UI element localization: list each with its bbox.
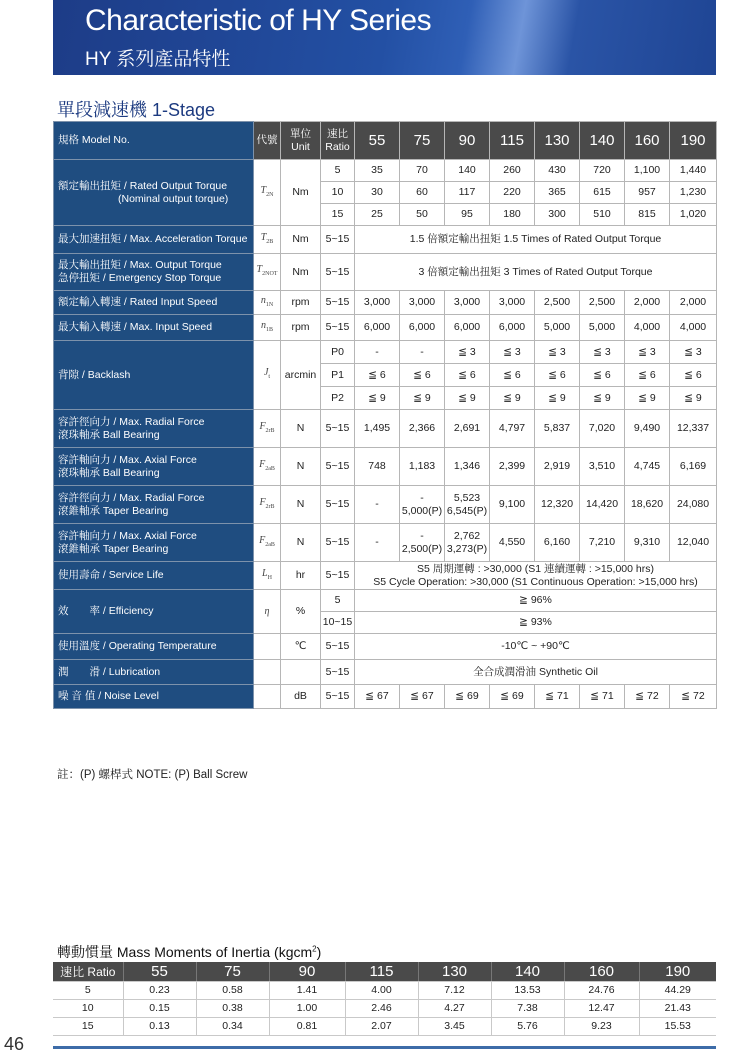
symbol-cell <box>254 634 281 660</box>
value-cell: 3,000 <box>490 291 535 315</box>
value-cell: 2,691 <box>445 410 490 448</box>
value-cell: 0.81 <box>269 1017 345 1035</box>
value-cell: 18,620 <box>625 486 670 524</box>
value-cell: 430 <box>535 160 580 182</box>
row-label: 使用溫度 / Operating Temperature <box>54 634 254 660</box>
value-cell: 117 <box>445 182 490 204</box>
value-cell: 140 <box>445 160 490 182</box>
ratio-cell: P0 <box>321 341 355 364</box>
value-cell: 7,210 <box>580 524 625 562</box>
value-cell: 3,510 <box>580 448 625 486</box>
row-label: 額定輸入轉速 / Rated Input Speed <box>54 291 254 315</box>
value-cell: 13.53 <box>491 981 564 999</box>
ratio-cell: 5 <box>321 160 355 182</box>
value-cell: ≧ 93% <box>355 612 717 634</box>
value-cell: 5.76 <box>491 1017 564 1035</box>
value-cell: 7.38 <box>491 999 564 1017</box>
value-cell: 4,745 <box>625 448 670 486</box>
value-cell: 4,000 <box>670 315 717 341</box>
unit-cell: rpm <box>281 315 321 341</box>
header-size: 140 <box>580 122 625 160</box>
header-size: 130 <box>535 122 580 160</box>
symbol-cell: $F_{2aB}$ <box>254 448 281 486</box>
header-size: 90 <box>269 962 345 981</box>
inertia-table <box>53 962 716 1036</box>
unit-cell: N <box>281 448 321 486</box>
value-cell: 2,000 <box>625 291 670 315</box>
value-cell: 6,000 <box>355 315 400 341</box>
unit-cell: arcmin <box>281 341 321 410</box>
value-cell: 14,420 <box>580 486 625 524</box>
ratio-cell: 5~15 <box>321 562 355 590</box>
header-size: 190 <box>639 962 716 981</box>
ratio-cell: P2 <box>321 387 355 410</box>
value-cell: 5,523 6,545(P) <box>445 486 490 524</box>
value-cell: 21.43 <box>639 999 716 1017</box>
value-cell: ≦ 6 <box>670 364 717 387</box>
header-ratio: 速比 Ratio <box>53 962 123 981</box>
value-cell: 9,490 <box>625 410 670 448</box>
value-cell: 260 <box>490 160 535 182</box>
value-cell: 24.76 <box>564 981 639 999</box>
symbol-cell: $F_{2rB}$ <box>254 486 281 524</box>
ratio-cell: 5~15 <box>321 226 355 254</box>
ratio-cell: 5~15 <box>321 486 355 524</box>
value-cell: ≦ 67 <box>400 685 445 709</box>
value-cell: 24,080 <box>670 486 717 524</box>
value-cell: 4,550 <box>490 524 535 562</box>
inertia-title: 轉動慣量 Mass Moments of Inertia (kgcm$^2$) <box>57 944 322 960</box>
value-cell: 25 <box>355 204 400 226</box>
row-label: 容許徑向力 / Max. Radial Force 滾珠軸承 Ball Bearing <box>54 410 254 448</box>
value-cell: 720 <box>580 160 625 182</box>
value-cell: 6,000 <box>490 315 535 341</box>
header-model: 規格 Model No. <box>54 122 254 160</box>
value-cell: 3.45 <box>418 1017 491 1035</box>
value-cell: 2,399 <box>490 448 535 486</box>
value-cell: 4,000 <box>625 315 670 341</box>
value-cell: 7,020 <box>580 410 625 448</box>
unit-cell: N <box>281 486 321 524</box>
value-cell: ≦ 9 <box>445 387 490 410</box>
value-cell: 1.5 倍額定輸出扭矩 1.5 Times of Rated Output Torque <box>355 226 717 254</box>
footnote: 註：(P) 螺桿式 NOTE: (P) Ball Screw <box>57 769 248 781</box>
value-cell: 0.34 <box>196 1017 269 1035</box>
symbol-cell: $T_{2NOT}$ <box>254 254 281 291</box>
value-cell: 1.00 <box>269 999 345 1017</box>
symbol-cell: $F_{2aB}$ <box>254 524 281 562</box>
value-cell: ≦ 9 <box>625 387 670 410</box>
symbol-cell: $T_{2B}$ <box>254 226 281 254</box>
value-cell: 1,020 <box>670 204 717 226</box>
symbol-cell <box>254 660 281 685</box>
value-cell: ≦ 3 <box>490 341 535 364</box>
row-label: 額定輸出扭矩 / Rated Output Torque (Nominal output torque) <box>54 160 254 226</box>
value-cell: ≦ 6 <box>400 364 445 387</box>
row-label: 容許軸向力 / Max. Axial Force 滾珠軸承 Ball Bearing <box>54 448 254 486</box>
unit-cell: Nm <box>281 254 321 291</box>
value-cell: ≦ 71 <box>580 685 625 709</box>
symbol-cell: $L_H$ <box>254 562 281 590</box>
value-cell: ≦ 3 <box>535 341 580 364</box>
unit-cell: % <box>281 590 321 634</box>
value-cell: 1,100 <box>625 160 670 182</box>
header-unit: 單位 Unit <box>281 122 321 160</box>
value-cell: - <box>355 341 400 364</box>
value-cell: 5,837 <box>535 410 580 448</box>
symbol-cell: $n_{1B}$ <box>254 315 281 341</box>
value-cell: 全合成潤滑油 Synthetic Oil <box>355 660 717 685</box>
value-cell: ≦ 3 <box>445 341 490 364</box>
unit-cell: rpm <box>281 291 321 315</box>
row-label: 最大輸出扭矩 / Max. Output Torque 急停扭矩 / Emergency Stop Torque <box>54 254 254 291</box>
value-cell: 180 <box>490 204 535 226</box>
value-cell: 15.53 <box>639 1017 716 1035</box>
ratio-cell: P1 <box>321 364 355 387</box>
header-banner <box>53 0 716 75</box>
value-cell: 365 <box>535 182 580 204</box>
value-cell: ≦ 67 <box>355 685 400 709</box>
value-cell: 9.23 <box>564 1017 639 1035</box>
value-cell: ≦ 6 <box>535 364 580 387</box>
unit-cell: N <box>281 410 321 448</box>
value-cell: ≦ 6 <box>445 364 490 387</box>
header-size: 190 <box>670 122 717 160</box>
row-label: 背隙 / Backlash <box>54 341 254 410</box>
header-ratio: 速比 Ratio <box>321 122 355 160</box>
value-cell: 615 <box>580 182 625 204</box>
value-cell: 9,100 <box>490 486 535 524</box>
value-cell: 12,320 <box>535 486 580 524</box>
value-cell: 9,310 <box>625 524 670 562</box>
unit-cell: Nm <box>281 160 321 226</box>
value-cell: 50 <box>400 204 445 226</box>
unit-cell: ℃ <box>281 634 321 660</box>
row-label: 容許徑向力 / Max. Radial Force 滾錐軸承 Taper Bearing <box>54 486 254 524</box>
value-cell: 2,762 3,273(P) <box>445 524 490 562</box>
symbol-cell: $J_t$ <box>254 341 281 410</box>
ratio-cell: 10~15 <box>321 612 355 634</box>
value-cell: ≦ 9 <box>400 387 445 410</box>
ratio-cell: 5~15 <box>321 685 355 709</box>
section-title: 單段減速機 1-Stage <box>57 96 215 124</box>
symbol-cell: $F_{2rB}$ <box>254 410 281 448</box>
spec-table <box>53 121 717 709</box>
ratio-cell: 5 <box>53 981 123 999</box>
value-cell: 300 <box>535 204 580 226</box>
value-cell: ≦ 9 <box>535 387 580 410</box>
ratio-cell: 15 <box>53 1017 123 1035</box>
value-cell: 5,000 <box>535 315 580 341</box>
value-cell: ≦ 9 <box>490 387 535 410</box>
row-label: 最大加速扭矩 / Max. Acceleration Torque <box>54 226 254 254</box>
value-cell: 70 <box>400 160 445 182</box>
ratio-cell: 5~15 <box>321 410 355 448</box>
value-cell: 220 <box>490 182 535 204</box>
value-cell: 12,337 <box>670 410 717 448</box>
value-cell: 3,000 <box>400 291 445 315</box>
value-cell: 0.15 <box>123 999 196 1017</box>
value-cell: 30 <box>355 182 400 204</box>
value-cell: 6,169 <box>670 448 717 486</box>
value-cell: 1.41 <box>269 981 345 999</box>
header-size: 160 <box>625 122 670 160</box>
value-cell: 6,160 <box>535 524 580 562</box>
symbol-cell <box>254 685 281 709</box>
value-cell: 0.38 <box>196 999 269 1017</box>
header-size: 75 <box>400 122 445 160</box>
value-cell: 957 <box>625 182 670 204</box>
value-cell: 3 倍額定輸出扭矩 3 Times of Rated Output Torque <box>355 254 717 291</box>
value-cell: 4,797 <box>490 410 535 448</box>
value-cell: ≦ 69 <box>490 685 535 709</box>
header-size: 115 <box>345 962 418 981</box>
value-cell: -10℃ ~ +90℃ <box>355 634 717 660</box>
value-cell: 12,040 <box>670 524 717 562</box>
value-cell: ≦ 3 <box>670 341 717 364</box>
value-cell: ≦ 72 <box>625 685 670 709</box>
unit-cell <box>281 660 321 685</box>
ratio-cell: 10 <box>53 999 123 1017</box>
ratio-cell: 5~15 <box>321 254 355 291</box>
value-cell: ≦ 6 <box>490 364 535 387</box>
value-cell: S5 周期運轉 : >30,000 (S1 連續運轉 : >15,000 hrs) S5 Cycle Operation: >30,000 (S1 Continuous Operation: >15,000 hrs) <box>355 562 717 590</box>
ratio-cell: 5~15 <box>321 660 355 685</box>
row-label: 噪 音 值 / Noise Level <box>54 685 254 709</box>
ratio-cell: 5~15 <box>321 524 355 562</box>
unit-cell: hr <box>281 562 321 590</box>
value-cell: 0.23 <box>123 981 196 999</box>
ratio-cell: 15 <box>321 204 355 226</box>
value-cell: 1,346 <box>445 448 490 486</box>
value-cell: ≦ 6 <box>625 364 670 387</box>
value-cell: 815 <box>625 204 670 226</box>
row-label: 最大輸入轉速 / Max. Input Speed <box>54 315 254 341</box>
value-cell: ≦ 72 <box>670 685 717 709</box>
header-size: 90 <box>445 122 490 160</box>
value-cell: ≦ 69 <box>445 685 490 709</box>
value-cell: ≧ 96% <box>355 590 717 612</box>
value-cell: 2,000 <box>670 291 717 315</box>
ratio-cell: 5~15 <box>321 634 355 660</box>
value-cell: 2,919 <box>535 448 580 486</box>
row-label: 效 率 / Efficiency <box>54 590 254 634</box>
value-cell: 0.13 <box>123 1017 196 1035</box>
value-cell: 44.29 <box>639 981 716 999</box>
value-cell: 4.00 <box>345 981 418 999</box>
value-cell: ≦ 9 <box>355 387 400 410</box>
footer-divider <box>53 1046 716 1049</box>
value-cell: 35 <box>355 160 400 182</box>
row-label: 容許軸向力 / Max. Axial Force 滾錐軸承 Taper Bearing <box>54 524 254 562</box>
value-cell: ≦ 3 <box>625 341 670 364</box>
value-cell: 6,000 <box>400 315 445 341</box>
value-cell: - 2,500(P) <box>400 524 445 562</box>
unit-cell: Nm <box>281 226 321 254</box>
page-title: Characteristic of HY Series <box>85 4 432 37</box>
header-size: 130 <box>418 962 491 981</box>
value-cell: 3,000 <box>355 291 400 315</box>
ratio-cell: 5~15 <box>321 315 355 341</box>
value-cell: 3,000 <box>445 291 490 315</box>
value-cell: ≦ 9 <box>670 387 717 410</box>
value-cell: 1,440 <box>670 160 717 182</box>
value-cell: 0.58 <box>196 981 269 999</box>
value-cell: 2,500 <box>535 291 580 315</box>
row-label: 潤 滑 / Lubrication <box>54 660 254 685</box>
header-size: 55 <box>123 962 196 981</box>
value-cell: 2,500 <box>580 291 625 315</box>
ratio-cell: 5~15 <box>321 448 355 486</box>
symbol-cell: η <box>254 590 281 634</box>
ratio-cell: 5 <box>321 590 355 612</box>
header-size: 160 <box>564 962 639 981</box>
value-cell: 510 <box>580 204 625 226</box>
value-cell: ≦ 6 <box>355 364 400 387</box>
value-cell: ≦ 9 <box>580 387 625 410</box>
value-cell: ≦ 6 <box>580 364 625 387</box>
header-size: 140 <box>491 962 564 981</box>
value-cell: ≦ 3 <box>580 341 625 364</box>
value-cell: - <box>355 486 400 524</box>
value-cell: 1,495 <box>355 410 400 448</box>
symbol-cell: $n_{1N}$ <box>254 291 281 315</box>
header-size: 115 <box>490 122 535 160</box>
value-cell: - 5,000(P) <box>400 486 445 524</box>
value-cell: 748 <box>355 448 400 486</box>
value-cell: - <box>355 524 400 562</box>
value-cell: ≦ 71 <box>535 685 580 709</box>
header-size: 55 <box>355 122 400 160</box>
value-cell: 2,366 <box>400 410 445 448</box>
value-cell: 5,000 <box>580 315 625 341</box>
value-cell: 1,230 <box>670 182 717 204</box>
value-cell: 7.12 <box>418 981 491 999</box>
symbol-cell: $T_{2N}$ <box>254 160 281 226</box>
value-cell: 1,183 <box>400 448 445 486</box>
value-cell: 60 <box>400 182 445 204</box>
row-label: 使用壽命 / Service Life <box>54 562 254 590</box>
ratio-cell: 10 <box>321 182 355 204</box>
ratio-cell: 5~15 <box>321 291 355 315</box>
unit-cell: N <box>281 524 321 562</box>
page-number: 46 <box>4 1034 25 1054</box>
value-cell: 12.47 <box>564 999 639 1017</box>
page-subtitle: HY 系列產品特性 <box>85 49 231 70</box>
value-cell: 95 <box>445 204 490 226</box>
header-code: 代號 <box>254 122 281 160</box>
header-size: 75 <box>196 962 269 981</box>
value-cell: 2.07 <box>345 1017 418 1035</box>
value-cell: 2.46 <box>345 999 418 1017</box>
unit-cell: dB <box>281 685 321 709</box>
value-cell: - <box>400 341 445 364</box>
value-cell: 4.27 <box>418 999 491 1017</box>
value-cell: 6,000 <box>445 315 490 341</box>
